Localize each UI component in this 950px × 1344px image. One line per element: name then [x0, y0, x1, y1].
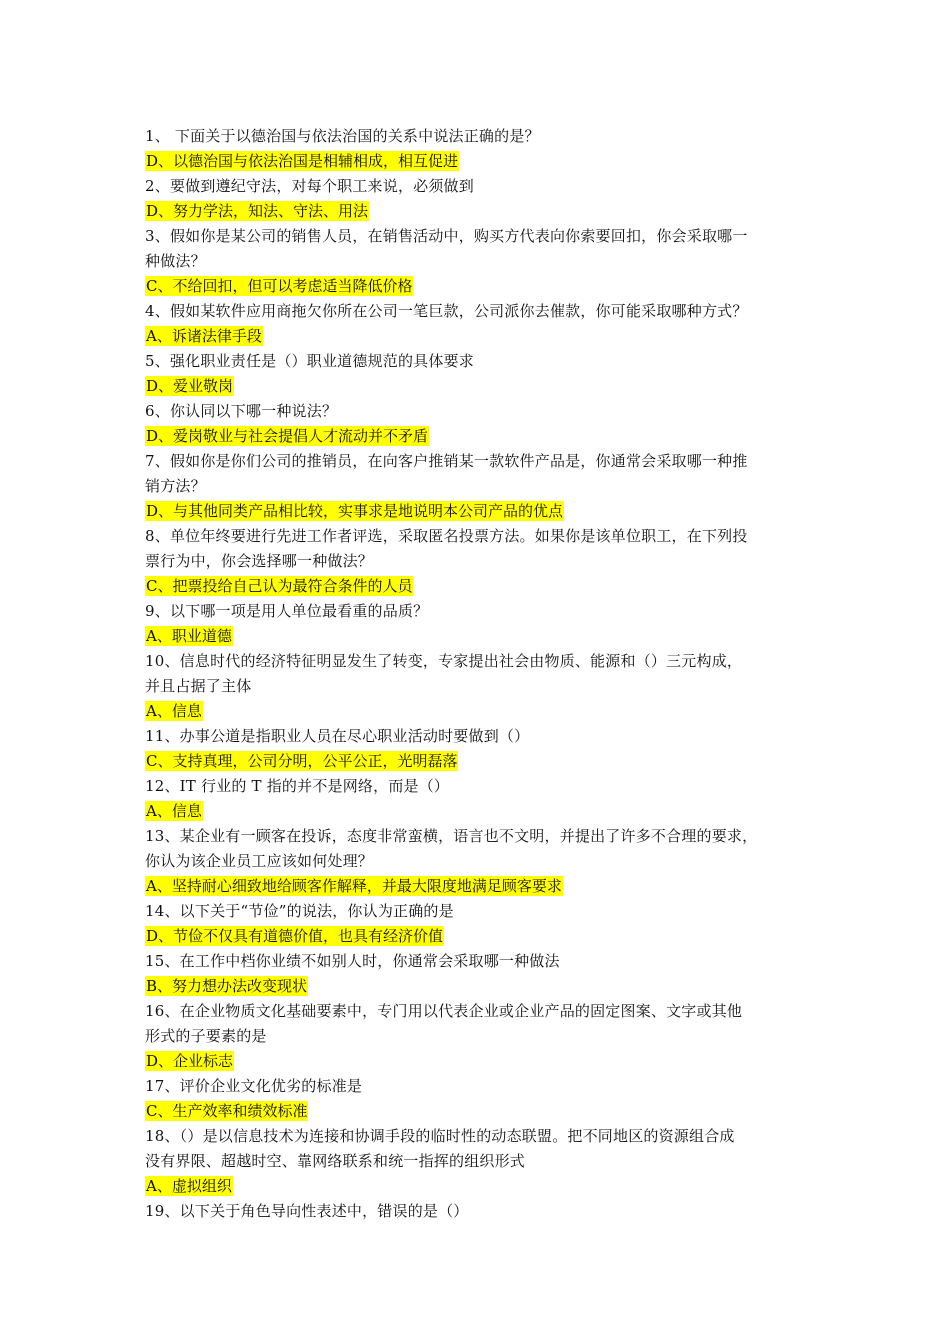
- answer-7: [145, 499, 817, 524]
- question-19: 19、以下关于角色导向性表述中，错误的是（）: [145, 1202, 469, 1220]
- question-15: 15、在工作中档你业绩不如别人时，你通常会采取哪一种做法: [145, 952, 560, 970]
- document-page: [145, 124, 817, 1224]
- question-5: 5、强化职业责任是（）职业道德规范的具体要求: [145, 352, 474, 370]
- question-9: 9、以下哪一项是用人单位最看重的品质？: [145, 602, 429, 620]
- question-17: 17、评价企业文化优劣的标准是: [145, 1077, 363, 1095]
- answer-highlight: D、节俭不仅具有道德价值，也具有经济价值: [146, 927, 444, 945]
- answer-15: [145, 974, 817, 999]
- answer-highlight: A、虚拟组织: [146, 1177, 232, 1195]
- answer-highlight: A、信息: [146, 802, 202, 820]
- question-7-line-2: 销方法？: [145, 477, 206, 495]
- answer-highlight: A、坚持耐心细致地给顾客作解释，并最大限度地满足顾客要求: [146, 877, 562, 895]
- question-8-line-2: 票行为中，你会选择哪一种做法？: [145, 552, 374, 570]
- answer-highlight: D、企业标志: [146, 1052, 234, 1070]
- question-10-line-1: 10、信息时代的经济特征明显发生了转变，专家提出社会由物质、能源和（）三元构成，: [145, 652, 743, 670]
- answer-5: [145, 374, 817, 399]
- answer-highlight: C、不给回扣，但可以考虑适当降低价格: [146, 277, 413, 295]
- question-10-line-2: 并且占据了主体: [145, 677, 252, 695]
- answer-6: [145, 424, 817, 449]
- question-16-line-2: 形式的子要素的是: [145, 1027, 267, 1045]
- answer-highlight: D、爱业敬岗: [146, 377, 234, 395]
- answer-highlight: A、诉诸法律手段: [146, 327, 262, 345]
- answer-14: [145, 924, 817, 949]
- answer-3: [145, 274, 817, 299]
- answer-16: [145, 1049, 817, 1074]
- question-2: 2、要做到遵纪守法，对每个职工来说，必须做到: [145, 177, 474, 195]
- answer-13: [145, 874, 817, 899]
- answer-highlight: A、职业道德: [146, 627, 232, 645]
- question-13-line-2: 你认为该企业员工应该如何处理？: [145, 852, 374, 870]
- answer-2: [145, 199, 817, 224]
- answer-highlight: D、以德治国与依法治国是相辅相成，相互促进: [146, 152, 459, 170]
- question-6: 6、你认同以下哪一种说法？: [145, 402, 338, 420]
- answer-1: [145, 149, 817, 174]
- question-8-line-1: 8、单位年终要进行先进工作者评选，采取匿名投票方法。如果你是该单位职工，在下列投: [145, 527, 748, 545]
- answer-highlight: C、生产效率和绩效标准: [146, 1102, 308, 1120]
- question-16-line-1: 16、在企业物质文化基础要素中，专门用以代表企业或企业产品的固定图案、文字或其他: [145, 1002, 743, 1020]
- answer-highlight: A、信息: [146, 702, 202, 720]
- question-13-line-1: 13、某企业有一顾客在投诉，态度非常蛮横，语言也不文明，并提出了许多不合理的要求，: [145, 827, 758, 845]
- question-18-line-1: 18、（）是以信息技术为连接和协调手段的临时性的动态联盟。把不同地区的资源组合成: [145, 1127, 735, 1145]
- answer-highlight: D、努力学法，知法、守法、用法: [146, 202, 369, 220]
- answer-9: [145, 624, 817, 649]
- question-7-line-1: 7、假如你是你们公司的推销员，在向客户推销某一款软件产品是，你通常会采取哪一种推: [145, 452, 748, 470]
- answer-4: [145, 324, 817, 349]
- question-1: 1、 下面关于以德治国与依法治国的关系中说法正确的是？: [145, 127, 540, 145]
- question-11: 11、办事公道是指职业人员在尽心职业活动时要做到（）: [145, 727, 530, 745]
- question-4: 4、假如某软件应用商拖欠你所在公司一笔巨款，公司派你去催款，你可能采取哪种方式？: [145, 302, 748, 320]
- answer-highlight: C、把票投给自己认为最符合条件的人员: [146, 577, 413, 595]
- question-14: 14、以下关于“节俭”的说法，你认为正确的是: [145, 902, 454, 920]
- answer-highlight: D、爱岗敬业与社会提倡人才流动并不矛盾: [146, 427, 429, 445]
- answer-12: [145, 799, 817, 824]
- answer-17: [145, 1099, 817, 1124]
- answer-18: [145, 1174, 817, 1199]
- question-18-line-2: 没有界限、超越时空、靠网络联系和统一指挥的组织形式: [145, 1152, 526, 1170]
- answer-highlight: C、支持真理，公司分明，公平公正，光明磊落: [146, 752, 458, 770]
- answer-highlight: B、努力想办法改变现状: [146, 977, 308, 995]
- answer-10: [145, 699, 817, 724]
- question-12: 12、IT 行业的 T 指的并不是网络，而是（）: [145, 777, 450, 795]
- answer-highlight: D、与其他同类产品相比较，实事求是地说明本公司产品的优点: [146, 502, 564, 520]
- answer-8: [145, 574, 817, 599]
- answer-11: [145, 749, 817, 774]
- question-3-line-1: 3、假如你是某公司的销售人员，在销售活动中，购买方代表向你索要回扣，你会采取哪一: [145, 227, 748, 245]
- question-3-line-2: 种做法？: [145, 252, 206, 270]
